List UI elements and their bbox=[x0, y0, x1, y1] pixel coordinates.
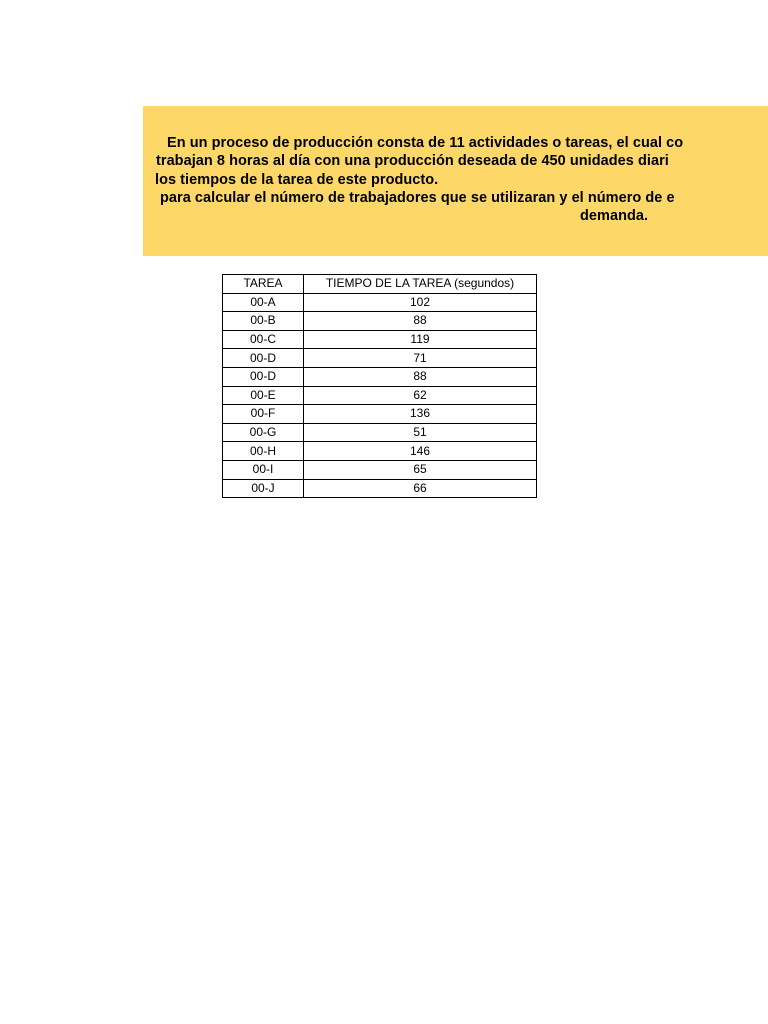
table-row bbox=[223, 330, 537, 349]
table-row bbox=[223, 312, 537, 331]
task-cell: 00-A bbox=[223, 293, 304, 312]
table-row bbox=[223, 293, 537, 312]
table-row bbox=[223, 405, 537, 424]
time-cell: 66 bbox=[304, 479, 537, 498]
table-row bbox=[223, 423, 537, 442]
task-cell: 00-H bbox=[223, 442, 304, 461]
header-tarea: TAREA bbox=[223, 275, 304, 294]
task-cell: 00-G bbox=[223, 423, 304, 442]
time-cell: 88 bbox=[304, 367, 537, 386]
header-tiempo: TIEMPO DE LA TAREA (segundos) bbox=[304, 275, 537, 294]
problem-statement-banner bbox=[143, 106, 768, 256]
statement-line-1: En un proceso de producción consta de 11 actividades o tareas, el cual co bbox=[167, 135, 684, 151]
task-times-table bbox=[222, 274, 537, 498]
task-cell: 00-J bbox=[223, 479, 304, 498]
task-cell: 00-F bbox=[223, 405, 304, 424]
table-row bbox=[223, 442, 537, 461]
time-cell: 62 bbox=[304, 386, 537, 405]
time-cell: 88 bbox=[304, 312, 537, 331]
table-row bbox=[223, 460, 537, 479]
table-row bbox=[223, 367, 537, 386]
statement-line-5: demanda. bbox=[580, 208, 649, 224]
statement-line-4: para calcular el número de trabajadores que se utilizaran y el número de e bbox=[160, 190, 675, 206]
statement-line-3: los tiempos de la tarea de este producto. bbox=[155, 172, 439, 188]
task-cell: 00-D bbox=[223, 349, 304, 368]
table-body bbox=[223, 293, 537, 498]
time-cell: 146 bbox=[304, 442, 537, 461]
task-cell: 00-D bbox=[223, 367, 304, 386]
time-cell: 102 bbox=[304, 293, 537, 312]
time-cell: 136 bbox=[304, 405, 537, 424]
task-cell: 00-B bbox=[223, 312, 304, 331]
table-row bbox=[223, 349, 537, 368]
time-cell: 51 bbox=[304, 423, 537, 442]
statement-line-2: trabajan 8 horas al día con una producción deseada de 450 unidades diari bbox=[156, 153, 669, 169]
table-header-row bbox=[223, 275, 537, 294]
time-cell: 71 bbox=[304, 349, 537, 368]
time-cell: 65 bbox=[304, 460, 537, 479]
time-cell: 119 bbox=[304, 330, 537, 349]
task-cell: 00-C bbox=[223, 330, 304, 349]
task-cell: 00-I bbox=[223, 460, 304, 479]
table-row bbox=[223, 386, 537, 405]
task-cell: 00-E bbox=[223, 386, 304, 405]
table-row bbox=[223, 479, 537, 498]
